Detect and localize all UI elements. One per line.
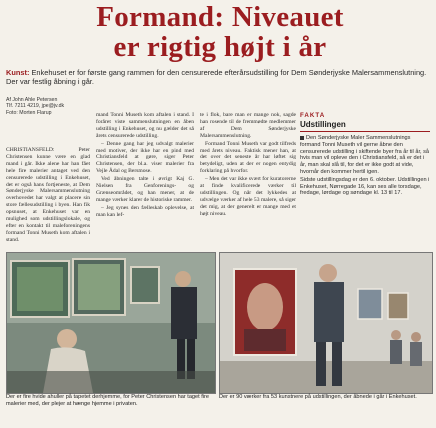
photo-caption-2: Der er 90 værker fra 53 kunstnere på udstillingen, der åbnede i går i Enkehuset. xyxy=(219,394,417,400)
bullet-square-icon xyxy=(300,136,304,140)
fakta-paragraph-2: Sidste udstillingsdag er den 6. oktober. Udstillingen i Enkehuset, Nørregade 16, kan ses alle torsdage, fredage, lørdage og søndage kl. 13 til 17. xyxy=(300,176,430,197)
photo-painter-illustration xyxy=(7,253,215,393)
fakta-divider xyxy=(300,131,430,132)
fakta-paragraph-1: Den Sønderjyske Maler Sammenslutnings formand Tonni Museth vil gerne åbne den censurerede udstilling i skiftende byer fra år til år, så hvis man vil opleve den i Christiansfeld, så er det i år, man skal slå til, for det er ikke godt at vide, hvornår den kommer hertil igen. xyxy=(300,135,430,175)
headline-line-2: er rigtig højt i år xyxy=(113,31,327,63)
article-paragraph: – Jeg synes den fælleskab oplevelse, at man kan lef- xyxy=(96,204,194,218)
byline-author: Af John Ahle Petersen xyxy=(6,97,58,103)
headline-line-1: Formand: Niveauet xyxy=(96,1,344,33)
photo-caption-1: Der er fire hvide ahuller på tapetet derhjemme, for Peter Christensen har taget fire malerier med, der plejer at hænge hjemme i privaten. xyxy=(6,394,210,407)
fakta-box xyxy=(300,112,430,247)
byline-contact: Tlf. 7211 4219, jpe@jv.dk xyxy=(6,103,65,110)
article-column-2 xyxy=(96,112,194,247)
photo-exhibition-illustration xyxy=(220,253,432,393)
article-paragraph: mand Tonni Museth kom aftalen i stand. I foråret viste sammenslutningen en åben udstilling i Enkehuset, og nu gælder det så årets censurerede udstilling. xyxy=(96,112,194,139)
lede xyxy=(6,68,430,86)
article-paragraph: CHRISTIANSFELD: Peter Christensen kunne være en glad mand i går. Ikke alene har han fået hele fire malerier antaget ved den censurerede udstilling i Enkehuset, det er også hans fortjeneste, at Dem Sønderjyske Malersammenslutning overhovedet har valgt at placere sin store fællesudstilling i byen. Han fik opsnuset, at Enkehuset var en mulighed som udstillingslokale, og efter en kontakt til maleforeningens formand Tonni Museth kom aftalen i stand. xyxy=(6,147,90,243)
fakta-body xyxy=(300,135,430,197)
article-column-3 xyxy=(200,112,296,247)
article-paragraph: Formand Tonni Museth var godt tilfreds med årets niveau. Faktisk mener han, at det over det seneste år har løftet sig betydeligt, uden at der er nogen entydig forklaring på hvorfor. xyxy=(200,140,296,175)
fakta-label: FAKTA xyxy=(300,112,326,119)
article-paragraph: Ved åbningen talte i øvrigt Kaj G. Nielsen fra Genforenings- og Grænseområdet, og han mener, at de mange værker klarer de historiske rammer. xyxy=(96,176,194,203)
photo-exhibition-visitors xyxy=(219,252,433,394)
headline xyxy=(6,2,434,62)
byline-photo: Foto: Morten Flarup xyxy=(6,109,52,116)
byline xyxy=(6,97,86,116)
photo-painter-with-paintings xyxy=(6,252,216,394)
article-column-1 xyxy=(6,147,90,247)
article-paragraph: – Denne gang har jeg udvalgt malerier med motiver, der ikke har en pind med Christiansfeld at gøre, siger Peter Christensen, der bl.a. viser malerier fra Vejle Ådal og Bersmose. xyxy=(96,140,194,175)
article-paragraph: te i flok, bare man er mange nok, sagde han rosende til de fremmødte medlemmer af Dem Sønderjyske Malersammenslutning. xyxy=(200,112,296,139)
lede-kicker: Kunst: xyxy=(6,68,30,77)
article-paragraph: – Men det var ikke svært for kuratorerne at finde kvalificerede værker til udstillingen. Og når det lykkedes at udvælge værker af hele 53 malere, så siger det mig, at der generelt er mange med et højt niveau. xyxy=(200,176,296,217)
fakta-title: Udstillingen xyxy=(300,120,346,129)
lede-text: Enkehuset er for første gang rammen for den censurerede efterårsudstilling for Dem Sønderjyske Malersammenslutning. Der var festlig åbning i går. xyxy=(6,68,427,87)
